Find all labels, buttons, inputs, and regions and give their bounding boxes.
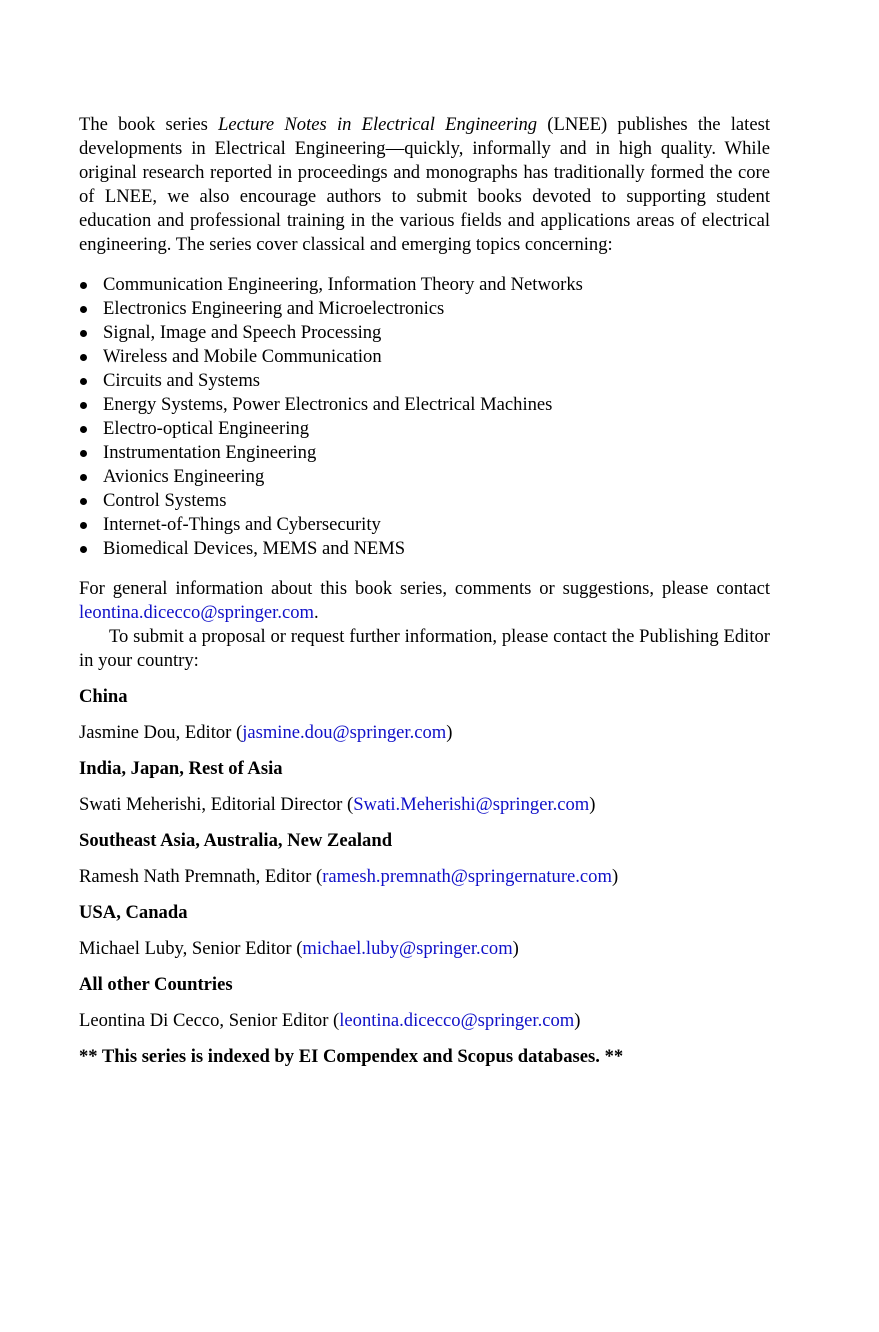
editor-email-link[interactable]: jasmine.dou@springer.com xyxy=(242,722,447,743)
intro-before: The book series xyxy=(79,114,219,135)
topic-label: Internet-of-Things and Cybersecurity xyxy=(103,514,381,535)
region-heading: All other Countries xyxy=(79,974,233,995)
topic-label: Communication Engineering, Information Theory and Networks xyxy=(103,274,583,295)
topic-label: Signal, Image and Speech Processing xyxy=(103,322,382,343)
bullet-icon xyxy=(80,282,87,289)
editor-email-link[interactable]: ramesh.premnath@springernature.com xyxy=(322,866,612,887)
list-item xyxy=(79,393,770,417)
editor-name: Leontina Di Cecco, Senior Editor ( xyxy=(79,1010,340,1031)
list-item xyxy=(79,369,770,393)
general-info-paragraph xyxy=(79,577,770,625)
list-item xyxy=(79,345,770,369)
editor-name: Michael Luby, Senior Editor ( xyxy=(79,938,303,959)
region-heading: USA, Canada xyxy=(79,902,188,923)
topic-label: Instrumentation Engineering xyxy=(103,442,317,463)
intro-after: (LNEE) publishes the latest developments in Electrical Engineering—quickly, informally and in high quality. While original research reported in proceedings and monographs has traditionally formed the core of LNEE, we also encourage authors to submit books devoted to supporting student education and professional training in the various fields and applications areas of electrical engineering. The series cover classical and emerging topics concerning: xyxy=(79,114,770,255)
intro-paragraph xyxy=(79,113,770,257)
general-email-link[interactable]: leontina.dicecco@springer.com xyxy=(79,602,314,623)
editor-name: Jasmine Dou, Editor ( xyxy=(79,722,243,743)
topic-label: Avionics Engineering xyxy=(103,466,265,487)
list-item xyxy=(79,513,770,537)
region-heading: Southeast Asia, Australia, New Zealand xyxy=(79,830,393,851)
contact-other-countries xyxy=(79,973,770,1033)
list-item xyxy=(79,297,770,321)
region-heading: China xyxy=(79,686,128,707)
contact-china xyxy=(79,685,770,745)
bullet-icon xyxy=(80,330,87,337)
bullet-icon xyxy=(80,498,87,505)
editor-name: Swati Meherishi, Editorial Director ( xyxy=(79,794,354,815)
editor-close: ) xyxy=(512,938,519,959)
list-item xyxy=(79,537,770,561)
topic-label: Electronics Engineering and Microelectronics xyxy=(103,298,445,319)
editor-email-link[interactable]: leontina.dicecco@springer.com xyxy=(339,1010,575,1031)
contact-usa-canada xyxy=(79,901,770,961)
general-info-text: For general information about this book series, comments or suggestions, please contact xyxy=(79,578,770,599)
editor-line xyxy=(79,793,770,817)
editor-name: Ramesh Nath Premnath, Editor ( xyxy=(79,866,323,887)
document-page xyxy=(79,113,770,1069)
editor-close: ) xyxy=(611,866,619,887)
editor-email-link[interactable]: Swati.Meherishi@springer.com xyxy=(353,794,590,815)
list-item xyxy=(79,417,770,441)
series-name: Lecture Notes in Electrical Engineering xyxy=(218,114,538,135)
topic-label: Biomedical Devices, MEMS and NEMS xyxy=(103,538,406,559)
editor-close: ) xyxy=(446,722,453,743)
region-heading: India, Japan, Rest of Asia xyxy=(79,758,283,779)
bullet-icon xyxy=(80,522,87,529)
topic-label: Wireless and Mobile Communication xyxy=(103,346,382,367)
bullet-icon xyxy=(80,306,87,313)
editor-close: ) xyxy=(589,794,596,815)
topic-label: Circuits and Systems xyxy=(103,370,261,391)
submit-paragraph: To submit a proposal or request further information, please contact the Publishing Editor in your country: xyxy=(79,626,770,671)
editor-line xyxy=(79,937,770,961)
contact-india-japan-asia xyxy=(79,757,770,817)
list-item xyxy=(79,273,770,297)
bullet-icon xyxy=(80,546,87,553)
bullet-icon xyxy=(80,426,87,433)
editor-email-link[interactable]: michael.luby@springer.com xyxy=(302,938,513,959)
editor-line xyxy=(79,865,770,889)
topic-label: Electro-optical Engineering xyxy=(103,418,309,439)
list-item xyxy=(79,441,770,465)
list-item xyxy=(79,465,770,489)
bullet-icon xyxy=(80,402,87,409)
bullet-icon xyxy=(80,474,87,481)
general-info-end: . xyxy=(314,602,319,623)
editor-line xyxy=(79,1009,770,1033)
bullet-icon xyxy=(80,378,87,385)
editor-line xyxy=(79,721,770,745)
bullet-icon xyxy=(80,354,87,361)
topic-label: Control Systems xyxy=(103,490,227,511)
list-item xyxy=(79,489,770,513)
editor-close: ) xyxy=(574,1010,581,1031)
indexed-note: ** This series is indexed by EI Compendex and Scopus databases. ** xyxy=(79,1046,624,1067)
bullet-icon xyxy=(80,450,87,457)
topics-list xyxy=(79,273,770,561)
contact-southeast-asia xyxy=(79,829,770,889)
topic-label: Energy Systems, Power Electronics and Electrical Machines xyxy=(103,394,553,415)
list-item xyxy=(79,321,770,345)
